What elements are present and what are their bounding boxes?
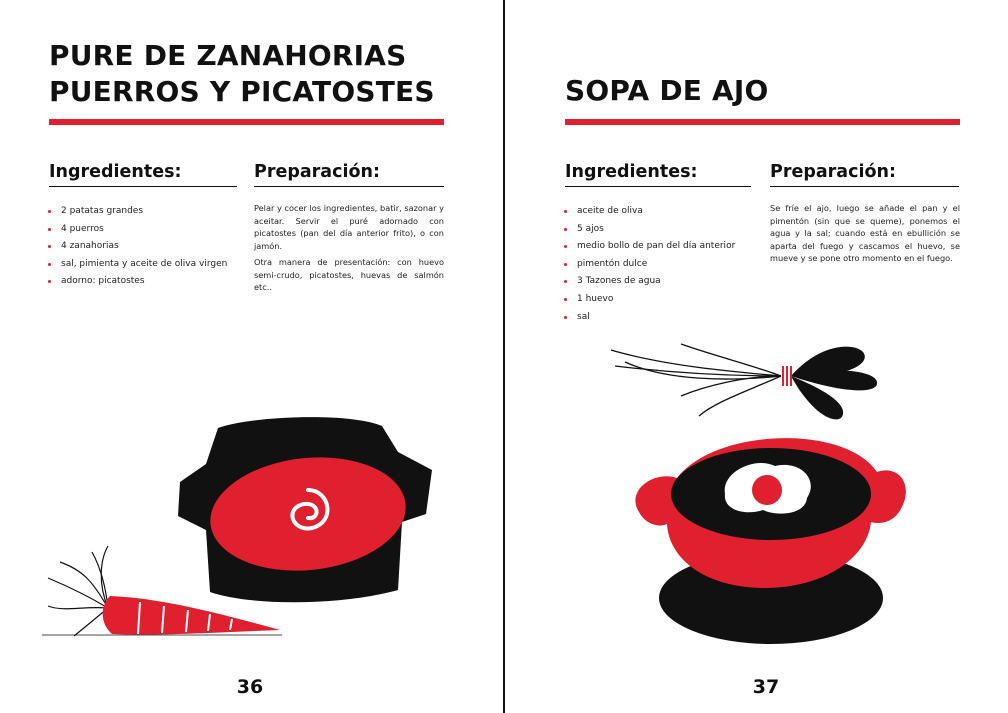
- left-page: [0, 0, 503, 713]
- ingredient-item: 4 puerros: [47, 221, 227, 239]
- ingredients-heading: Ingredientes:: [49, 162, 237, 187]
- garlic-bunch-illustration: [605, 336, 895, 426]
- clay-pot-illustration: [615, 420, 925, 650]
- title-divider: [565, 119, 960, 125]
- page-number: 36: [236, 676, 264, 698]
- preparation-heading: Preparación:: [770, 162, 959, 187]
- preparation-text: [254, 202, 444, 298]
- preparation-heading: Preparación:: [254, 162, 444, 187]
- ingredient-item: 3 Tazones de agua: [563, 273, 735, 291]
- page-number: 37: [752, 676, 780, 698]
- recipe-title: SOPA DE AJO: [565, 74, 769, 107]
- ingredient-item: 1 huevo: [563, 291, 735, 309]
- recipe-title: [49, 38, 435, 110]
- ingredient-item: medio bollo de pan del día anterior: [563, 238, 735, 256]
- preparation-paragraph: Se fríe el ajo, luego se añade el pan y el pimentón (sin que se queme), ponemos el agua y la sal; cuando está en ebullición se aparta del fuego y cascamos el huevo, se mueve y se pone otro momento en el fuego.: [770, 203, 960, 263]
- preparation-paragraph: Pelar y cocer los ingredientes, batir, sazonar y aceitar. Servir el puré adornado con picatostes (pan del día anterior frito), o con jamón.: [254, 203, 444, 251]
- ingredient-item: 4 zanahorias: [47, 238, 227, 256]
- preparation-paragraph: Otra manera de presentación: con huevo semi-crudo, picatostes, huevas de salmón etc..: [254, 257, 444, 292]
- ingredient-item: adorno: picatostes: [47, 273, 227, 291]
- carrot-illustration: [42, 540, 287, 640]
- ingredient-item: 5 ajos: [563, 221, 735, 239]
- ingredient-item: 2 patatas grandes: [47, 203, 227, 221]
- preparation-text: [770, 202, 960, 269]
- title-divider: [49, 119, 444, 125]
- ingredient-item: aceite de oliva: [563, 203, 735, 221]
- title-line: PURE DE ZANAHORIAS: [49, 39, 407, 72]
- ingredient-item: sal: [563, 309, 735, 327]
- ingredients-list: [563, 203, 735, 326]
- ingredient-item: sal, pimienta y aceite de oliva virgen: [47, 256, 227, 274]
- ingredients-heading: Ingredientes:: [565, 162, 751, 187]
- ingredient-item: pimentón dulce: [563, 256, 735, 274]
- ingredients-list: [47, 203, 227, 291]
- right-page: [505, 0, 1008, 713]
- title-line: PUERROS Y PICATOSTES: [49, 75, 435, 108]
